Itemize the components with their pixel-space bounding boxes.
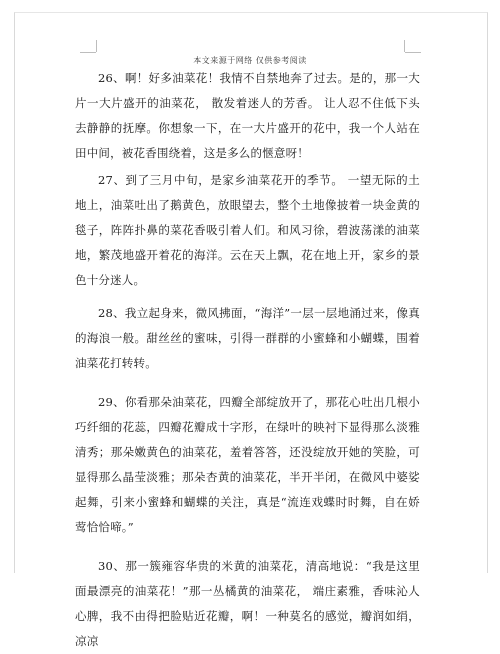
paragraph-28: 28、我立起身来，微风拂面，“海洋”一层一层地涌过来，像真的海浪一般。甜丝丝的蜜味，引得一群群的小蜜蜂和小蝴蝶，围着油菜花打转转。 xyxy=(75,306,420,370)
header-note: 本文来源于网络 仅供参考阅读 xyxy=(193,56,307,65)
paragraph-27: 27、到了三月中旬，是家乡油菜花开的季节。 一望无际的土地上，油菜吐出了鹅黄色，放眼望去，整个土地像披着一块金黄的毯子，阵阵扑鼻的菜花香吸引着人们。和风习徐，碧波荡漾的油菜地，繁茂地盛开着花的海洋。云在天上飘，花在地上开，家乡的景色十分迷人。 xyxy=(75,173,420,287)
crop-mark xyxy=(404,40,405,52)
crop-mark xyxy=(80,52,96,53)
paragraph-26: 26、啊！好多油菜花！我情不自禁地奔了过去。是的，那一大片一大片盛开的油菜花， 散发着迷人的芳香。 让人忍不住低下头去静静的抚摩。你想象一下，在一大片盛开的花中，我一个人站在田中间，被花香围绕着，这是多么的惬意呀！ xyxy=(75,71,420,160)
paragraph-29: 29、你看那朵油菜花，四瓣全部绽放开了，那花心吐出几根小巧纤细的花蕊，四瓣花瓣成十字形，在绿叶的映衬下显得那么淡雅清秀；那朵嫩黄色的油菜花，羞着答答，还没绽放开她的笑脸，可显得那么晶莹淡雅；那朵杏黄的油菜花，半开半闭，在微风中婆娑起舞，引来小蜜蜂和蝴蝶的关注，真是“流连戏蝶时时舞，自在娇莺恰恰啼。” xyxy=(75,395,420,534)
crop-mark xyxy=(405,52,421,53)
paragraph-30: 30、那一簇雍容华贵的米黄的油菜花，清高地说：“我是这里面最漂亮的油菜花！”那一丛橘黄的油菜花， 端庄素雅，香味沁人心脾，我不由得把脸贴近花瓣，啊！一种莫名的感觉，瓣润如绢，凉凉 xyxy=(75,559,420,648)
crop-mark xyxy=(96,40,97,52)
document-body xyxy=(75,66,420,654)
